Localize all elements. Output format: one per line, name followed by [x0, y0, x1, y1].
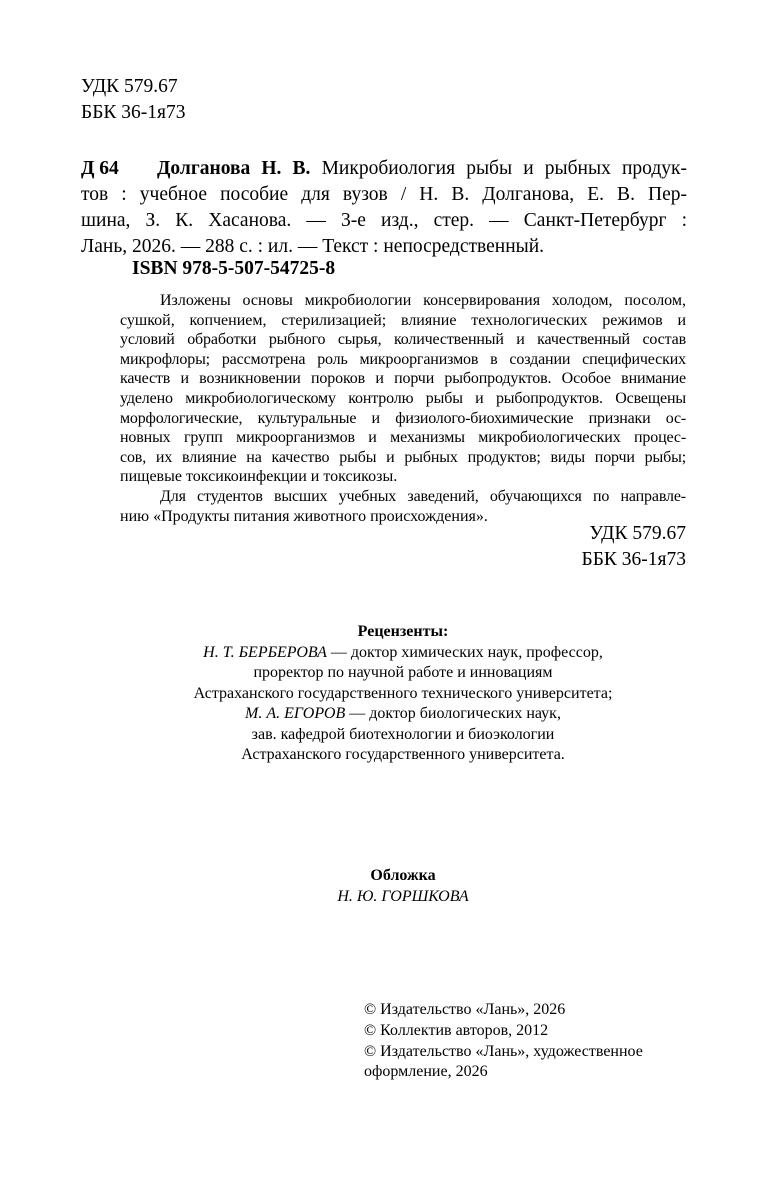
copyright-line: © Издательство «Лань», 2026 — [364, 1001, 566, 1018]
reviewer-2-line — [120, 704, 686, 725]
isbn: ISBN 978-5-507-54725-8 — [132, 258, 336, 279]
annotation-line: Изложены основы микробиологии консервирования холодом, посолом, — [160, 292, 686, 309]
annotation-line: сов, их влияние на качество рыбы и рыбных продуктов; виды порчи рыбы; — [120, 448, 686, 466]
classification-footer — [560, 521, 686, 573]
reviewer-2-position: зав. кафедрой биотехнологии и биоэкологии — [251, 725, 555, 743]
classification-header — [81, 74, 186, 126]
entry-line-4: Лань, 2026. — 288 с. : ил. — Текст : непосредственный. — [81, 236, 545, 257]
entry-line-1 — [81, 156, 687, 182]
bibliographic-entry — [81, 156, 687, 260]
reviewer-1-position: проректор по научной работе и инновациям — [253, 664, 553, 681]
copyright-block — [364, 1000, 643, 1083]
reviewer-1-line — [120, 643, 686, 664]
annotation-line: уделено микробиологическому контролю рыбы и рыбопродуктов. Освещены — [120, 389, 686, 407]
reviewers-title: Рецензенты: — [357, 623, 449, 640]
annotation-line: микрофлоры; рассмотрена роль микроорганизмов в создании специфических — [120, 350, 686, 368]
cover-artist — [120, 887, 686, 908]
udk-code: УДК 579.67 — [81, 76, 178, 97]
udk-code-right: УДК 579.67 — [589, 523, 686, 544]
copyright-line: оформление, 2026 — [364, 1063, 488, 1081]
bbk-code: ББК 36-1я73 — [81, 102, 186, 123]
annotation-line: пищевые токсикоинфекции и токсикозы. — [120, 468, 398, 486]
cover-credit — [120, 866, 686, 907]
reviewer-1-name: Н. Т. БЕРБЕРОВА — [203, 643, 327, 661]
entry-line-3: шина, З. К. Хасанова. — 3-е изд., стер. — Санкт-Петербург : — [81, 210, 687, 231]
title-start: Микробиология рыбы и рыбных продук- — [310, 158, 687, 179]
copyright-line: © Коллектив авторов, 2012 — [364, 1021, 549, 1039]
audience-line: Для студентов высших учебных заведений, обучающихся по направле- — [160, 487, 686, 505]
reviewer-2-credentials: — доктор биологических наук, — [345, 705, 561, 722]
annotation-line: условий обработки рыбного сырья, количественный и качественный состав — [120, 331, 686, 349]
annotation-line: морфологические, культуральные и физиолого-биохимические признаки ос- — [120, 409, 686, 427]
reviewer-1-affiliation: Астраханского государственного технического университета; — [193, 684, 613, 702]
annotation-line: качеств и возникновении пороков и порчи рыбопродуктов. Особое внимание — [120, 370, 686, 388]
reviewer-2-name: М. А. ЕГОРОВ — [245, 705, 346, 722]
annotation-line: сушкой, копчением, стерилизацией; влияние технологических режимов и — [120, 311, 686, 329]
audience-line: нию «Продукты питания животного происхождения». — [120, 507, 488, 525]
reviewer-2-affiliation: Астраханского государственного университета. — [241, 746, 565, 763]
annotation-line: новных групп микроорганизмов и механизмы микробиологических процес- — [120, 429, 686, 447]
author-heading: Долганова Н. В. — [157, 158, 311, 179]
annotation — [120, 291, 686, 526]
cover-title: Обложка — [370, 867, 436, 884]
author-mark: Д 64 — [81, 158, 119, 179]
entry-line-2: тов : учебное пособие для вузов / Н. В. Долганова, Е. В. Пер- — [81, 184, 687, 205]
cover-artist-name: Н. Ю. ГОРШКОВА — [337, 887, 469, 905]
annotation-text — [120, 291, 686, 526]
reviewer-1-credentials: — доктор химических наук, профессор, — [326, 643, 603, 661]
copyright-line: © Издательство «Лань», художественное — [364, 1042, 643, 1060]
reviewers — [120, 622, 686, 766]
bbk-code-right: ББК 36-1я73 — [581, 549, 686, 570]
